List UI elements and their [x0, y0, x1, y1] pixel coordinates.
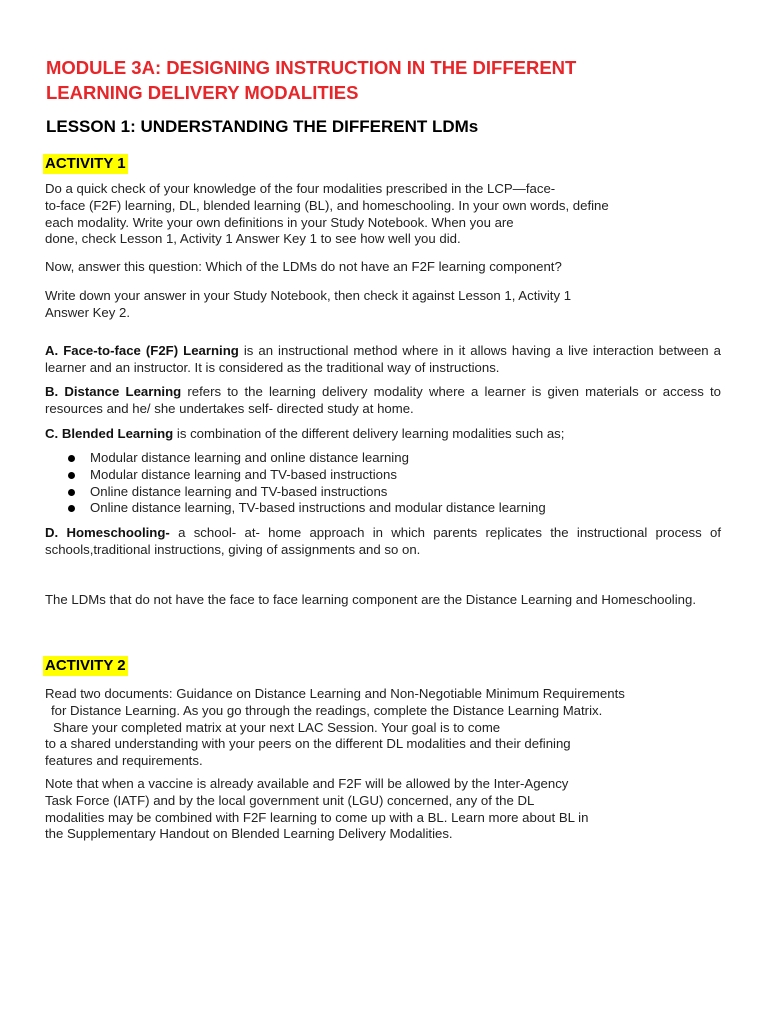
text-line: Write down your answer in your Study Notebook, then check it against Lesson 1, Activity 1	[45, 288, 572, 303]
list-item	[68, 450, 718, 467]
list-item	[68, 484, 718, 501]
text-line: to a shared understanding with your peers on the different DL modalities and their defining	[45, 736, 571, 752]
definition-text: is an instructional method where in it allows having a live interaction between a learner and an instructor. It is considered as the traditional way of instructions.	[45, 343, 721, 375]
text-line: done, check Lesson 1, Activity 1 Answer Key 1 to see how well you did.	[45, 231, 461, 247]
activity-1-label: ACTIVITY 1	[45, 155, 126, 172]
text-line: modalities may be combined with F2F learning to come up with a BL. Learn more about BL in	[45, 809, 589, 825]
definition-text: a school- at- home approach in which parents replicates the instructional process of schools,traditional instructions, giving of assignments and so on.	[45, 525, 722, 557]
text-line: Share your completed matrix at your next LAC Session. Your goal is to come	[53, 719, 501, 735]
definition-text: refers to the learning delivery modality where a learner is given materials or access to resources and he/ she undertakes self- directed study at home.	[45, 384, 721, 416]
bullet-icon	[68, 505, 75, 512]
text-line: to-face (F2F) learning, DL, blended learning (BL), and homeschooling. In your own words, define	[45, 197, 609, 213]
activity-1-answer-instructions	[45, 288, 721, 322]
definition-term: A. Face-to-face (F2F) Learning	[45, 343, 239, 358]
activity-2-note	[45, 776, 721, 843]
activity-1-answer: The LDMs that do not have the face to face learning component are the Distance Learning and Homeschooling.	[45, 592, 696, 607]
text-line: features and requirements.	[45, 753, 203, 769]
text-line: the Supplementary Handout on Blended Learning Delivery Modalities.	[45, 826, 453, 842]
activity-2-label: ACTIVITY 2	[45, 657, 126, 674]
activity-2-heading	[43, 656, 128, 676]
list-item-text: Modular distance learning and TV-based instructions	[90, 466, 397, 482]
text-line: Read two documents: Guidance on Distance Learning and Non-Negotiable Minimum Requirements	[45, 686, 625, 701]
list-item	[68, 467, 718, 484]
module-title	[46, 55, 746, 105]
definition-distance-learning	[45, 384, 721, 418]
list-item	[68, 500, 718, 517]
definition-blended-learning	[45, 426, 721, 443]
module-title-line-2: LEARNING DELIVERY MODALITIES	[46, 82, 359, 103]
activity-1-instructions	[45, 181, 721, 248]
text-line: Do a quick check of your knowledge of the four modalities prescribed in the LCP—face-	[45, 181, 556, 196]
module-title-line-1: MODULE 3A: DESIGNING INSTRUCTION IN THE DIFFERENT	[46, 57, 577, 78]
activity-1-heading	[43, 154, 128, 174]
definition-term: D. Homeschooling-	[45, 525, 170, 540]
list-item-text: Online distance learning and TV-based instructions	[90, 483, 388, 499]
activity-2-instructions	[45, 686, 721, 770]
lesson-title: LESSON 1: UNDERSTANDING THE DIFFERENT LDMs	[46, 117, 479, 136]
text-line: Task Force (IATF) and by the local government unit (LGU) concerned, any of the DL	[45, 792, 535, 808]
bullet-icon	[68, 472, 75, 479]
text-line: Answer Key 2.	[45, 304, 131, 320]
list-item-text: Online distance learning, TV-based instructions and modular distance learning	[90, 500, 546, 516]
list-item-text: Modular distance learning and online distance learning	[90, 450, 409, 465]
text-line: for Distance Learning. As you go through the readings, complete the Distance Learning Matrix.	[51, 702, 603, 718]
bullet-icon	[68, 455, 75, 462]
activity-1-question: Now, answer this question: Which of the LDMs do not have an F2F learning component?	[45, 259, 562, 274]
definition-text: is combination of the different delivery learning modalities such as;	[173, 426, 565, 441]
blended-learning-list	[68, 450, 718, 517]
definition-face-to-face	[45, 343, 721, 377]
bullet-icon	[68, 489, 75, 496]
text-line: each modality. Write your own definitions in your Study Notebook. When you are	[45, 214, 514, 230]
text-line: Note that when a vaccine is already available and F2F will be allowed by the Inter-Agency	[45, 776, 569, 791]
definition-term: B. Distance Learning	[45, 384, 182, 399]
definition-homeschooling	[45, 525, 721, 559]
definition-term: C. Blended Learning	[45, 426, 174, 441]
